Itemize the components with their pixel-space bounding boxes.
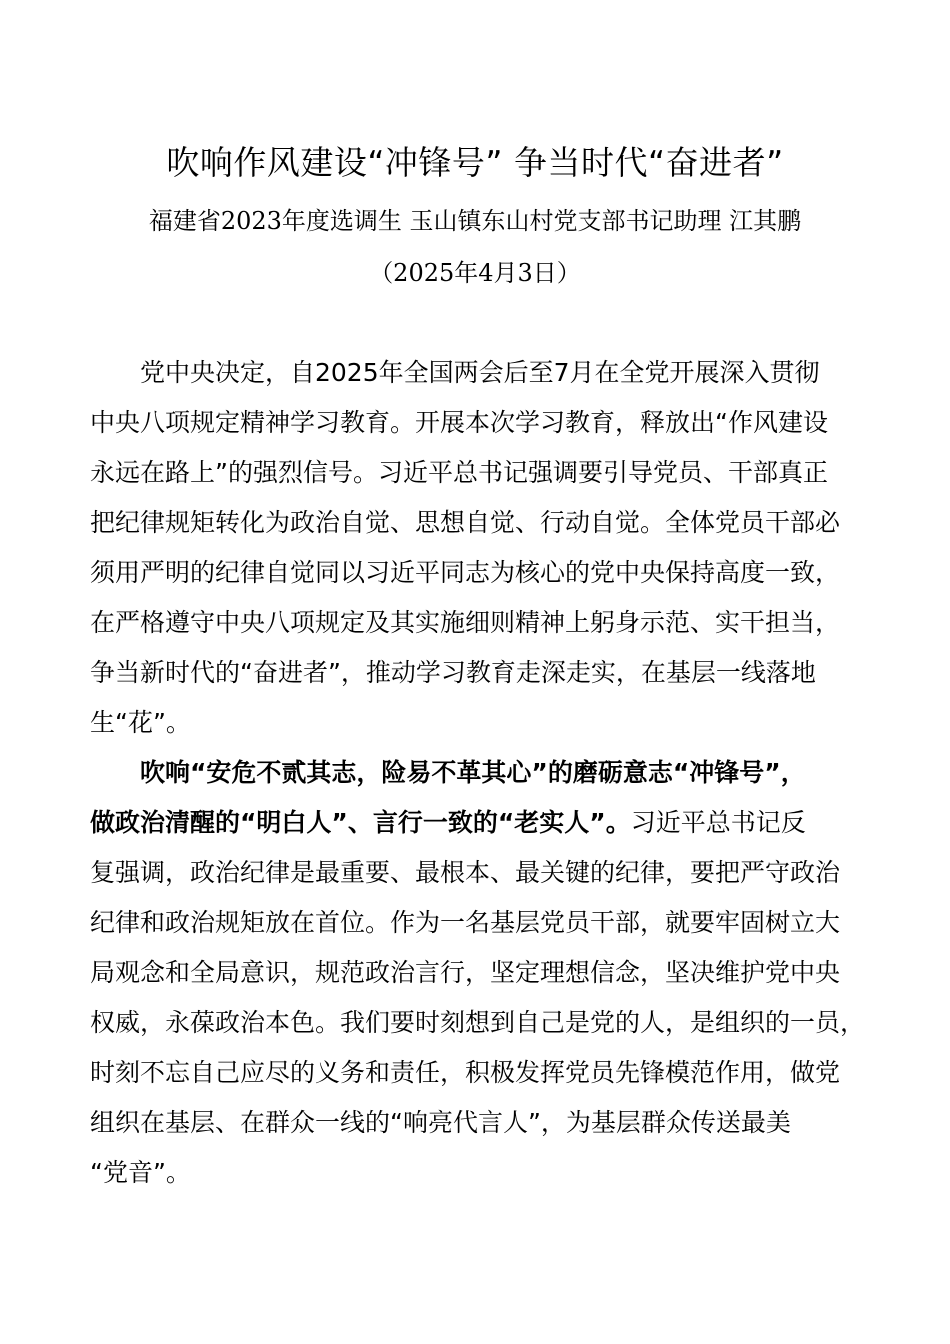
- paragraph-line: 争当新时代的“奋进者”，推动学习教育走深走实，在基层一线落地: [90, 658, 816, 687]
- author-line: 福建省2023年度选调生 玉山镇东山村党支部书记助理 江其鹏: [148, 207, 802, 235]
- paragraph-line: 在严格遵守中央八项规定及其实施细则精神上躬身示范、实干担当，: [90, 608, 841, 637]
- section-heading-line: 做政治清醒的“明白人”、言行一致的“老实人”。: [90, 808, 631, 837]
- paragraph-line: 组织在基层、在群众一线的“响亮代言人”，为基层群众传送最美: [90, 1108, 791, 1137]
- paragraph-line: [90, 798, 870, 848]
- paragraph-1: [90, 348, 870, 748]
- paragraph-2: [90, 748, 870, 1198]
- paragraph-line: 生“花”。: [90, 708, 191, 737]
- paragraph-line: 把纪律规矩转化为政治自觉、思想自觉、行动自觉。全体党员干部必: [90, 508, 841, 537]
- paragraph-line: 局观念和全局意识，规范政治言行，坚定理想信念，坚决维护党中央: [90, 958, 841, 987]
- document-date: （2025年4月3日）: [369, 259, 581, 287]
- paragraph-line: 永远在路上”的强烈信号。习近平总书记强调要引导党员、干部真正: [90, 458, 828, 487]
- paragraph-line: 须用严明的纪律自觉同以习近平同志为核心的党中央保持高度一致，: [90, 558, 841, 587]
- section-heading-line: 吹响“安危不贰其志，险易不革其心”的磨砺意志“冲锋号”，: [140, 758, 806, 787]
- document-title: 吹响作风建设“冲锋号” 争当时代“奋进者”: [166, 143, 784, 182]
- paragraph-line: 时刻不忘自己应尽的义务和责任，积极发挥党员先锋模范作用，做党: [90, 1058, 841, 1087]
- paragraph-line: “党音”。: [90, 1158, 191, 1187]
- paragraph-line: 党中央决定，自2025年全国两会后至7月在全党开展深入贯彻: [140, 358, 820, 387]
- paragraph-line: 中央八项规定精神学习教育。开展本次学习教育，释放出“作风建设: [90, 408, 828, 437]
- paragraph-line: 权威，永葆政治本色。我们要时刻想到自己是党的人，是组织的一员，: [90, 1008, 866, 1037]
- paragraph-line: 纪律和政治规矩放在首位。作为一名基层党员干部，就要牢固树立大: [90, 908, 841, 937]
- document-body: [90, 348, 870, 1198]
- paragraph-line: 复强调，政治纪律是最重要、最根本、最关键的纪律，要把严守政治: [90, 858, 841, 887]
- paragraph-text: 习近平总书记反: [630, 808, 806, 837]
